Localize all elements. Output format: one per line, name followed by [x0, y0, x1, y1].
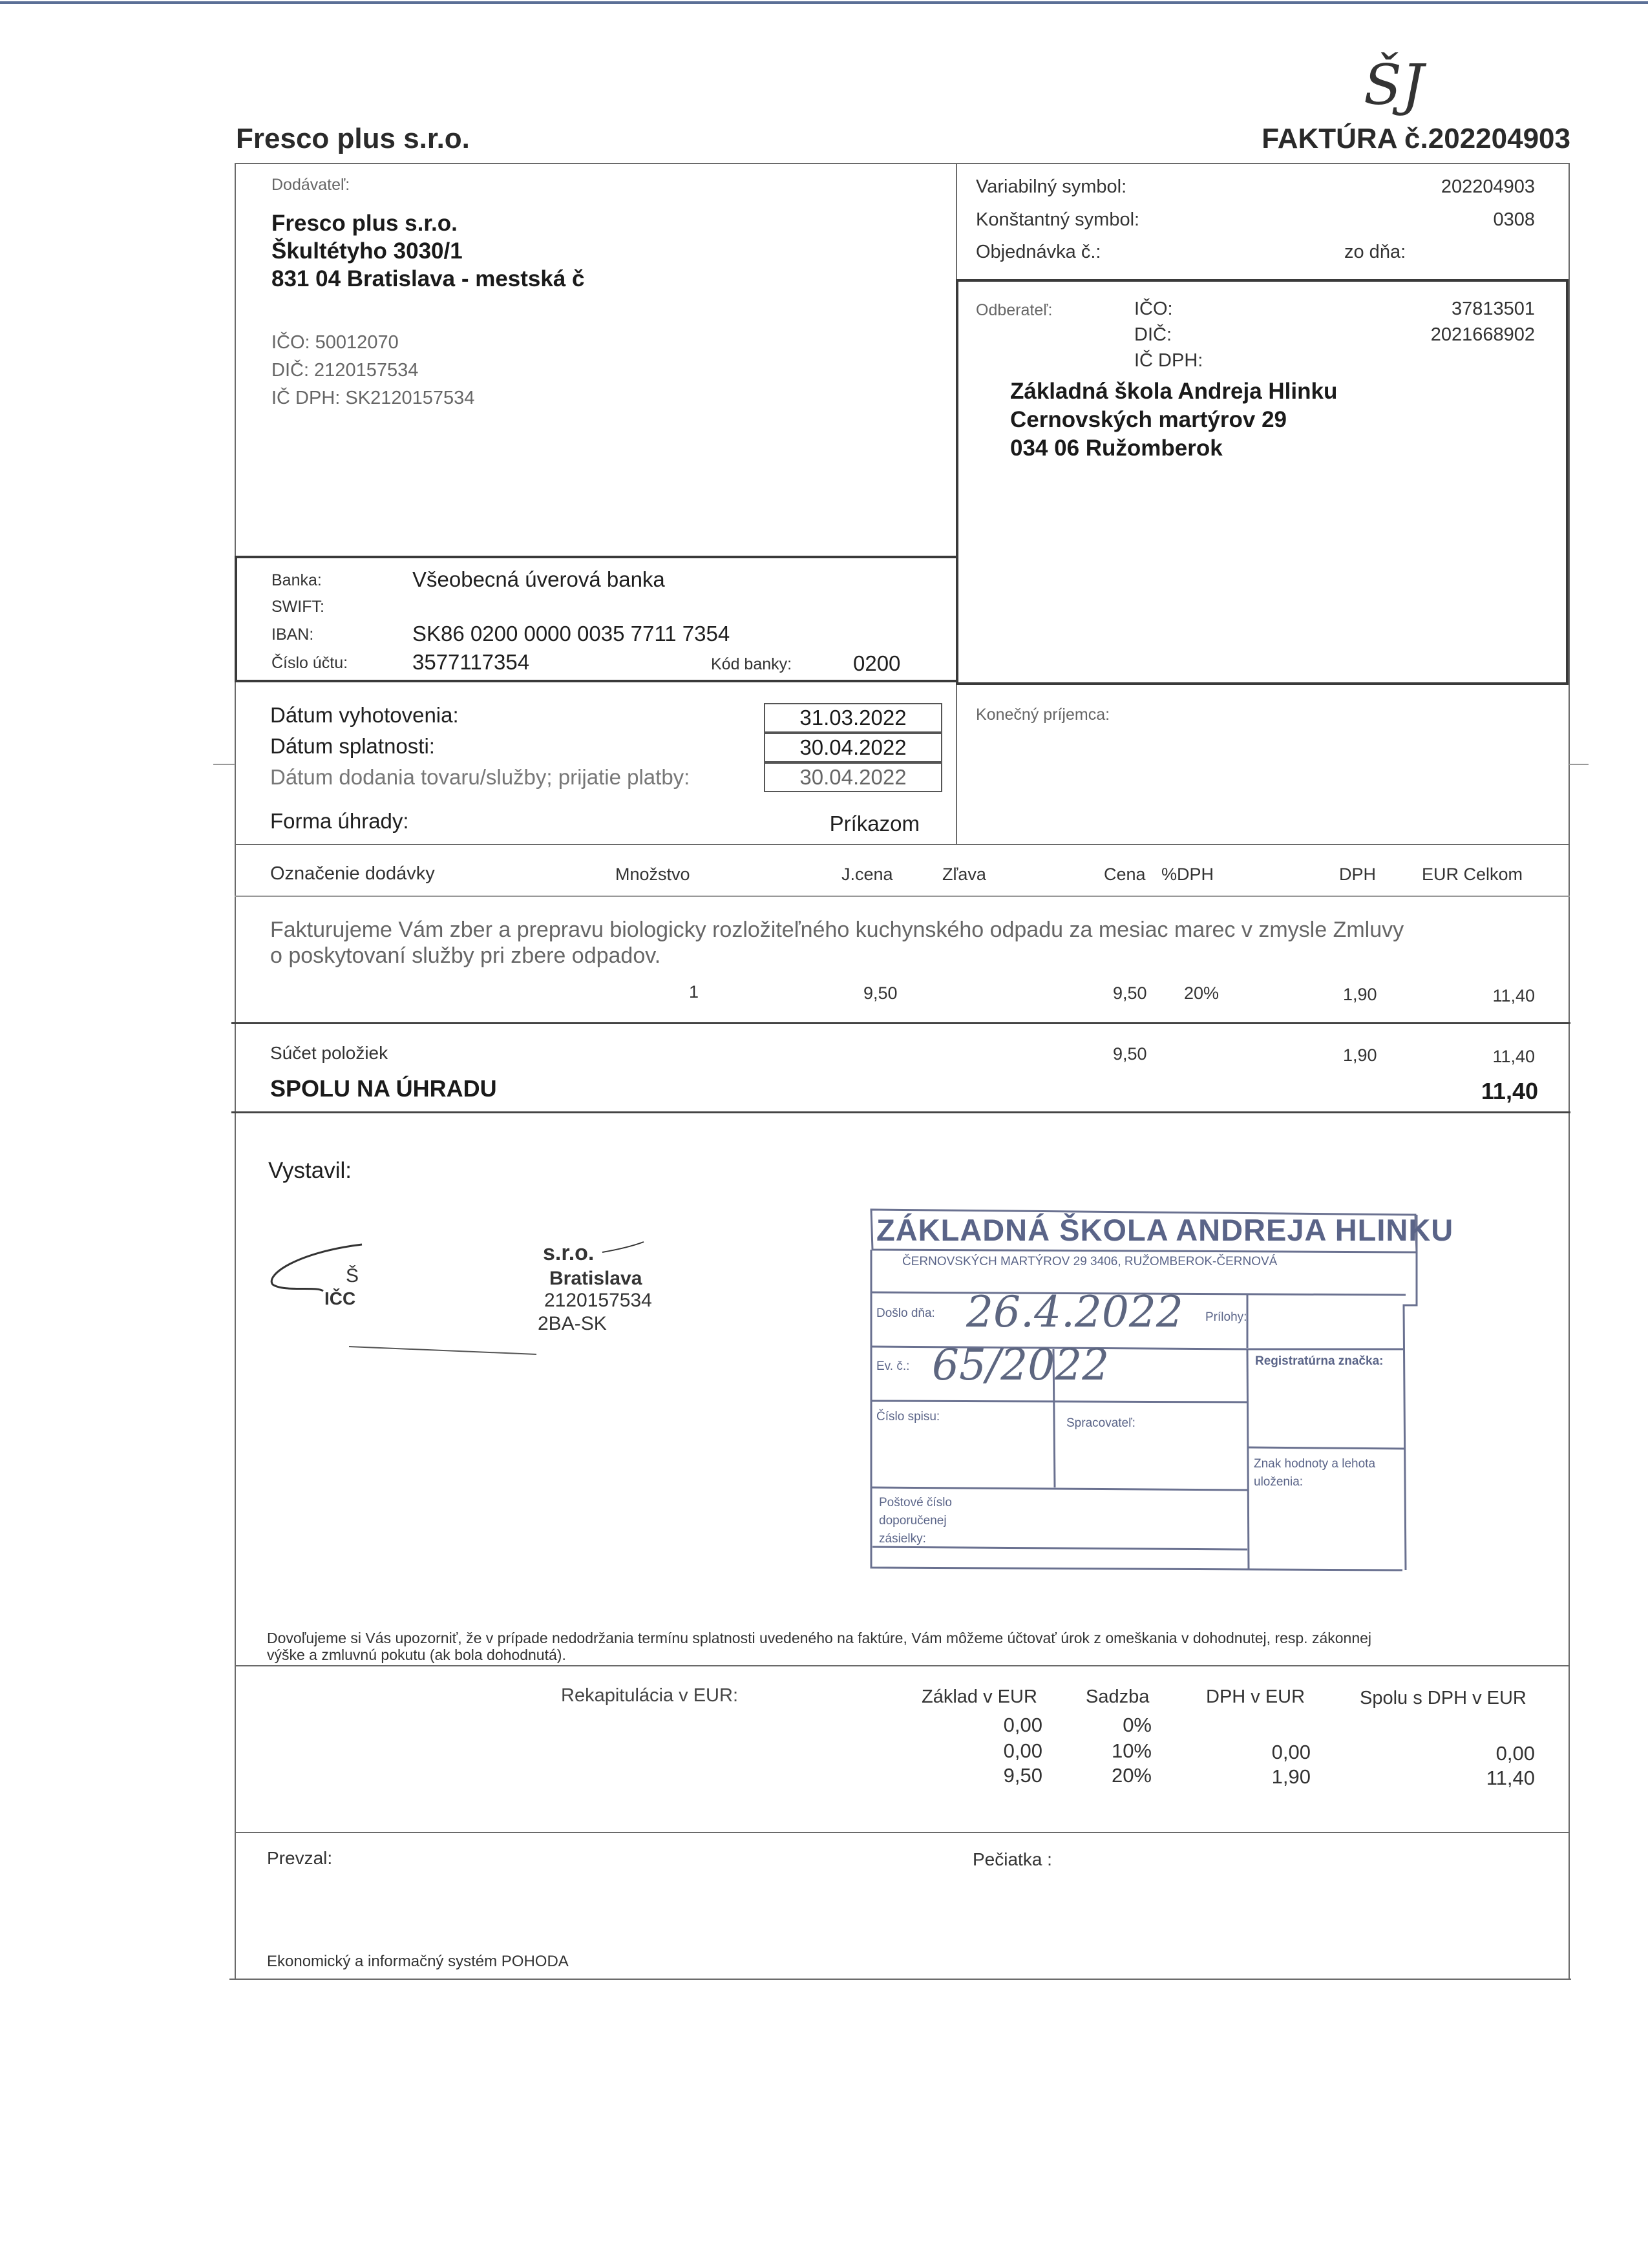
recap-rate: 20% — [1111, 1764, 1152, 1787]
due-date-value: 30.04.2022 — [764, 733, 942, 762]
issuer-stamp-left2: IČC — [324, 1288, 356, 1308]
recap-vat: 1,90 — [1271, 1765, 1311, 1788]
issued-by-label: Vystavil: — [268, 1158, 352, 1183]
delivery-date-label: Dátum dodania tovaru/služby; prijatie platby: — [270, 765, 690, 789]
supplier-street: Škultétyho 3030/1 — [271, 238, 463, 264]
supplier-icdph: IČ DPH: SK2120157534 — [271, 388, 475, 408]
recap-total: 0,00 — [1495, 1742, 1535, 1765]
payment-method-value: Príkazom — [829, 812, 920, 835]
swift-label: SWIFT: — [271, 598, 324, 616]
recap-label: Rekapitulácia v EUR: — [561, 1685, 738, 1706]
recap-total-header: Spolu s DPH v EUR — [1360, 1688, 1527, 1708]
issuer-stamp-line4: 2BA-SK — [538, 1313, 607, 1334]
col-vat-pct: %DPH — [1161, 865, 1214, 884]
delivery-date-value: 30.04.2022 — [764, 762, 942, 792]
issuer-signature-stroke — [259, 1239, 549, 1359]
item-vat: 1,90 — [1343, 985, 1377, 1004]
item-total: 11,40 — [1492, 986, 1535, 1005]
divider-footer-top — [235, 1832, 1570, 1833]
bank-label: Banka: — [271, 571, 322, 589]
scan-edge — [0, 1, 1648, 4]
divider-items-top — [235, 844, 1570, 845]
order-date-label: zo dňa: — [1344, 242, 1406, 262]
recap-base: 0,00 — [1003, 1714, 1042, 1736]
frame-left — [235, 163, 236, 1979]
total-due-label: SPOLU NA ÚHRADU — [270, 1075, 497, 1102]
sum-vat: 1,90 — [1343, 1045, 1377, 1065]
stamp-label: Pečiatka : — [973, 1849, 1052, 1869]
total-due-value: 11,40 — [1481, 1078, 1538, 1104]
customer-street: Cernovských martýrov 29 — [1010, 407, 1287, 432]
col-vat: DPH — [1339, 865, 1377, 884]
recap-total: 11,40 — [1486, 1767, 1535, 1789]
account-label: Číslo účtu: — [271, 654, 348, 672]
sum-total: 11,40 — [1492, 1047, 1535, 1066]
divider-recap-top — [235, 1665, 1570, 1666]
payment-method-label: Forma úhrady: — [270, 809, 409, 833]
recap-vat-header: DPH v EUR — [1206, 1686, 1305, 1707]
bank-code-label: Kód banky: — [711, 655, 792, 673]
customer-icdph-label: IČ DPH: — [1134, 350, 1203, 371]
customer-ico-value: 37813501 — [1451, 299, 1535, 319]
bank-code-value: 0200 — [853, 651, 901, 675]
issue-date-value: 31.03.2022 — [764, 703, 942, 733]
divider-sum-bottom — [231, 1111, 1570, 1113]
school-stamp-address: ČERNOVSKÝCH MARTÝROV 29 3406, RUŽOMBEROK-ČERNOVÁ — [902, 1255, 1278, 1268]
received-date-label: Došlo dňa: — [876, 1307, 935, 1320]
bank-value: Všeobecná úverová banka — [412, 567, 665, 591]
school-stamp — [860, 1208, 1506, 1577]
sum-label: Súčet položiek — [270, 1043, 388, 1063]
school-stamp-title: ZÁKLADNÁ ŠKOLA ANDREJA HLINKU — [876, 1213, 1454, 1247]
recap-rate-header: Sadzba — [1086, 1686, 1150, 1707]
customer-label: Odberateľ: — [976, 301, 1053, 319]
constant-symbol-value: 0308 — [1493, 209, 1535, 230]
final-recipient-label: Konečný príjemca: — [976, 706, 1110, 724]
item-price: 9,50 — [1113, 983, 1147, 1003]
registry-mark-label: Registratúrna značka: — [1255, 1354, 1384, 1368]
company-title: Fresco plus s.r.o. — [236, 123, 470, 154]
file-no-label: Číslo spisu: — [876, 1410, 940, 1423]
divider-sum-top — [231, 1022, 1570, 1024]
notice-line1: Dovoľujeme si Vás upozorniť, že v prípade nedodržania termínu splatnosti uvedeného na faktúre, Vám môžeme účtovať úrok z omeškania v dohodnutej, resp. zákonnej — [267, 1630, 1372, 1646]
customer-name: Základná škola Andreja Hlinku — [1010, 379, 1338, 404]
issue-date-label: Dátum vyhotovenia: — [270, 703, 459, 727]
scan-mark-left — [213, 764, 235, 765]
sum-price: 9,50 — [1113, 1044, 1147, 1064]
value-mark-label: Znak hodnoty a lehota uloženia: — [1254, 1457, 1376, 1489]
supplier-label: Dodávateľ: — [271, 176, 350, 194]
supplier-city: 831 04 Bratislava - mestská č — [271, 266, 585, 291]
supplier-dic: DIČ: 2120157534 — [271, 360, 419, 381]
recap-rate: 10% — [1111, 1739, 1152, 1762]
item-vat-pct: 20% — [1184, 983, 1220, 1003]
frame-right — [1569, 163, 1570, 1979]
item-unit-price: 9,50 — [863, 983, 898, 1003]
order-number-label: Objednávka č.: — [976, 242, 1101, 262]
constant-symbol-label: Konštantný symbol: — [976, 209, 1140, 230]
variable-symbol-label: Variabilný symbol: — [976, 176, 1127, 197]
handwritten-initials: ŠJ — [1364, 53, 1424, 118]
supplier-ico: IČO: 50012070 — [271, 332, 399, 353]
col-unit-price: J.cena — [841, 865, 893, 884]
item-description-line2: o poskytovaní služby pri zbere odpadov. — [270, 943, 661, 968]
issuer-stamp-line2: Bratislava — [549, 1268, 642, 1289]
recap-vat: 0,00 — [1271, 1741, 1311, 1763]
issuer-stamp-line3: 2120157534 — [544, 1290, 652, 1311]
notice-line2: výške a zmluvnú pokutu (ak bola dohodnutá). — [267, 1646, 566, 1663]
recap-base-header: Základ v EUR — [922, 1686, 1037, 1707]
post-number-label: Poštové číslo doporučenej zásielky: — [879, 1496, 952, 1546]
divider-header — [235, 896, 1570, 897]
col-total: EUR Celkom — [1422, 865, 1523, 884]
frame-bottom — [229, 1979, 1571, 1980]
scan-mark-right — [1569, 764, 1589, 765]
customer-dic-value: 2021668902 — [1430, 324, 1535, 345]
accounting-system: Ekonomický a informačný systém POHODA — [267, 1953, 569, 1970]
frame-top — [235, 163, 1570, 164]
recap-base: 9,50 — [1003, 1764, 1042, 1787]
invoice-title: FAKTÚRA č.202204903 — [1262, 123, 1570, 154]
col-price: Cena — [1104, 865, 1146, 884]
item-qty: 1 — [689, 982, 699, 1002]
issuer-stamp-line1: s.r.o. — [543, 1241, 595, 1265]
issuer-stamp-left1: Š — [346, 1265, 359, 1286]
iban-value: SK86 0200 0000 0035 7711 7354 — [412, 622, 730, 646]
issuer-stamp-stroke — [601, 1239, 646, 1259]
customer-dic-label: DIČ: — [1134, 324, 1172, 345]
received-by-label: Prevzal: — [267, 1848, 333, 1868]
registration-no-value: 65/2022 — [932, 1340, 1110, 1390]
due-date-label: Dátum splatnosti: — [270, 734, 435, 758]
account-value: 3577117354 — [412, 650, 530, 674]
customer-ico-label: IČO: — [1134, 299, 1173, 319]
customer-city: 034 06 Ružomberok — [1010, 436, 1223, 461]
col-discount: Zľava — [942, 865, 986, 884]
variable-symbol-value: 202204903 — [1441, 176, 1535, 197]
handler-label: Spracovateľ: — [1066, 1416, 1136, 1430]
supplier-name: Fresco plus s.r.o. — [271, 211, 458, 236]
received-date-value: 26.4.2022 — [966, 1287, 1183, 1337]
attachments-label: Prílohy: — [1205, 1310, 1247, 1324]
col-qty: Množstvo — [615, 865, 690, 884]
registration-no-label: Ev. č.: — [876, 1360, 910, 1373]
iban-label: IBAN: — [271, 625, 314, 644]
item-description-line1: Fakturujeme Vám zber a prepravu biologicky rozložiteľného kuchynského odpadu za mesiac marec v zmysle Zmluvy — [270, 918, 1404, 942]
recap-base: 0,00 — [1003, 1739, 1042, 1762]
recap-rate: 0% — [1123, 1714, 1152, 1736]
col-designation: Označenie dodávky — [270, 863, 435, 884]
